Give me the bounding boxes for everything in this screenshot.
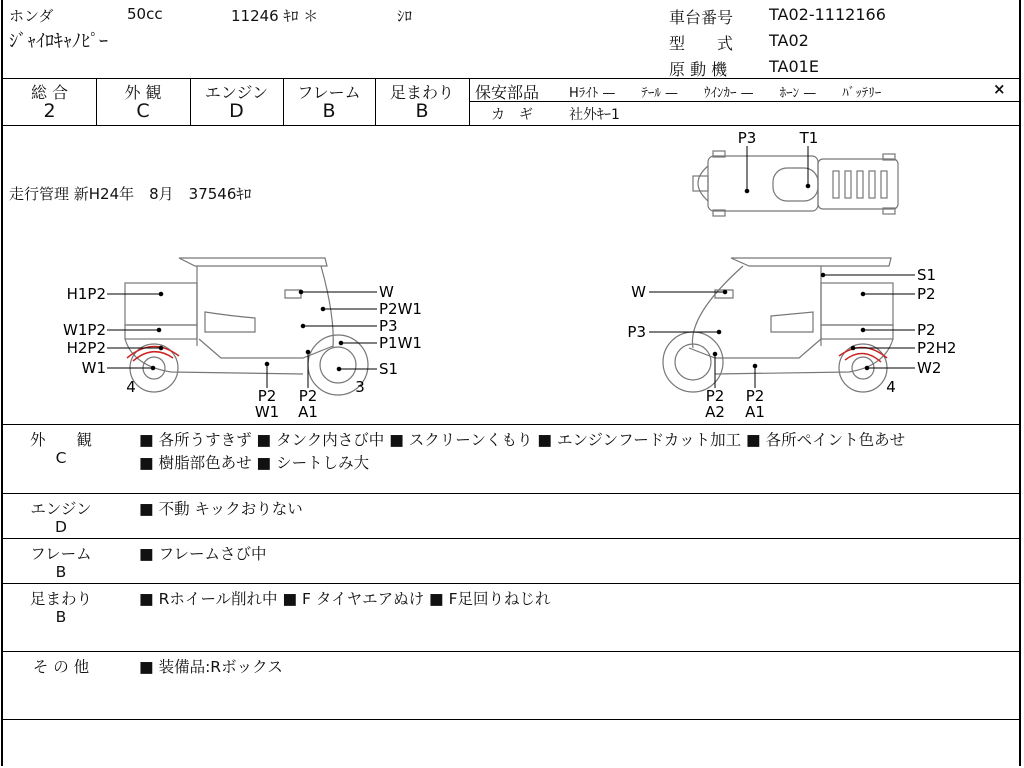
exterior-section-label: 外 観 (29, 431, 92, 449)
left-label: 4 (126, 378, 136, 396)
right-side-scooter (663, 258, 893, 392)
right-label: 4 (886, 378, 896, 396)
left-label: S1 (379, 360, 399, 378)
exterior-note: ■ 各所うすきず ■ タンク内さび中 ■ スクリーンくもり ■ エンジンフードカット加工 ■ 各所ペイント色あせ (139, 431, 906, 449)
divider (3, 583, 1019, 584)
engine-note: ■ 不動 キックおりない (139, 500, 303, 518)
body-color: ｼﾛ (397, 7, 413, 25)
key-value: 社外ｷｰ1 (569, 107, 620, 123)
right-label: P2 (917, 321, 936, 339)
divider (3, 493, 1019, 494)
top-label-p3: P3 (737, 129, 757, 147)
divider (3, 538, 1019, 539)
left-label: P2 (257, 387, 277, 405)
displacement: 50cc (127, 5, 163, 23)
top-view-scooter (693, 151, 898, 216)
damage-diagram (3, 126, 1019, 424)
grade-value-exterior: C (136, 100, 150, 122)
divider (469, 78, 470, 125)
right-label: P2 (705, 387, 725, 405)
suspension-section-grade: B (55, 608, 67, 626)
grade-value-engine: D (229, 100, 244, 122)
grade-value-suspension: B (415, 100, 429, 122)
right-label: A1 (745, 403, 765, 421)
frame-note: ■ フレームさび中 (139, 545, 267, 563)
divider (3, 78, 1019, 79)
engine-model-value: TA01E (769, 57, 819, 76)
other-note: ■ 装備品:Rボックス (139, 658, 283, 676)
engine-model-label: 原 動 機 (669, 60, 728, 79)
grade-header-engine: エンジン (204, 83, 269, 102)
left-label: W1 (254, 403, 280, 421)
right-label: P2 (745, 387, 765, 405)
other-section-label: そ の 他 (32, 658, 90, 676)
suspension-section-label: 足まわり (29, 590, 92, 608)
frame-section-grade: B (55, 563, 67, 581)
inspection-sheet (1, 0, 1021, 766)
divider (3, 719, 1019, 720)
mileage: 11246 ｷﾛ ＊ (231, 7, 319, 25)
model-name: ｼﾞｬｲﾛｷｬﾉﾋﾟｰ (9, 31, 108, 52)
maker: ホンダ (9, 7, 54, 25)
right-label: S1 (917, 266, 937, 284)
left-label: P1W1 (379, 334, 422, 352)
frame-section-label: フレーム (30, 545, 92, 563)
left-label: H1P2 (66, 285, 106, 303)
left-label: W1P2 (63, 321, 106, 339)
exterior-section-grade: C (55, 449, 67, 467)
left-label: 3 (355, 378, 365, 396)
travel-record: 走行管理 新H24年 8月 37546ｷﾛ (9, 185, 252, 203)
left-label: W (379, 283, 394, 301)
type-label: 型 式 (669, 34, 734, 53)
left-label: P3 (379, 317, 398, 335)
left-label: P2 (298, 387, 318, 405)
suspension-note: ■ Rホイール削れ中 ■ F タイヤエアぬけ ■ F足回りねじれ (139, 590, 551, 608)
right-label: W2 (917, 359, 942, 377)
engine-section-label: エンジン (30, 500, 92, 518)
chassis-label: 車台番号 (669, 8, 734, 27)
grade-header-suspension: 足まわり (389, 83, 454, 102)
exterior-note: ■ 樹脂部色あせ ■ シートしみ大 (139, 454, 370, 472)
grade-header-frame: フレーム (297, 83, 361, 102)
top-label-t1: T1 (799, 129, 819, 147)
right-label: P2H2 (917, 339, 957, 357)
right-label: P2 (917, 285, 936, 303)
divider (3, 424, 1019, 425)
left-label: A1 (298, 403, 318, 421)
left-label: P2W1 (379, 300, 422, 318)
safety-parts-label: 保安部品 (475, 83, 540, 102)
grade-value-frame: B (322, 100, 336, 122)
grade-header-overall: 総 合 (30, 83, 69, 102)
key-label: カ ギ (491, 107, 533, 123)
left-label: H2P2 (66, 339, 106, 357)
right-label: P3 (627, 323, 646, 341)
safety-parts-items: Hﾗｲﾄ — ﾃｰﾙ — ｳｲﾝｶｰ — ﾎｰﾝ — ﾊﾞｯﾃﾘｰ (569, 86, 882, 101)
damage-marks (127, 346, 887, 362)
right-label: W (631, 283, 646, 301)
divider (3, 651, 1019, 652)
divider (469, 101, 1019, 102)
battery-missing-mark: × (993, 80, 1006, 98)
engine-section-grade: D (55, 518, 67, 536)
type-value: TA02 (769, 31, 809, 50)
grade-header-exterior: 外 観 (124, 83, 162, 102)
right-label: A2 (705, 403, 725, 421)
grade-value-overall: 2 (43, 100, 56, 122)
chassis-value: TA02-1112166 (769, 5, 886, 24)
left-label: W1 (81, 359, 106, 377)
